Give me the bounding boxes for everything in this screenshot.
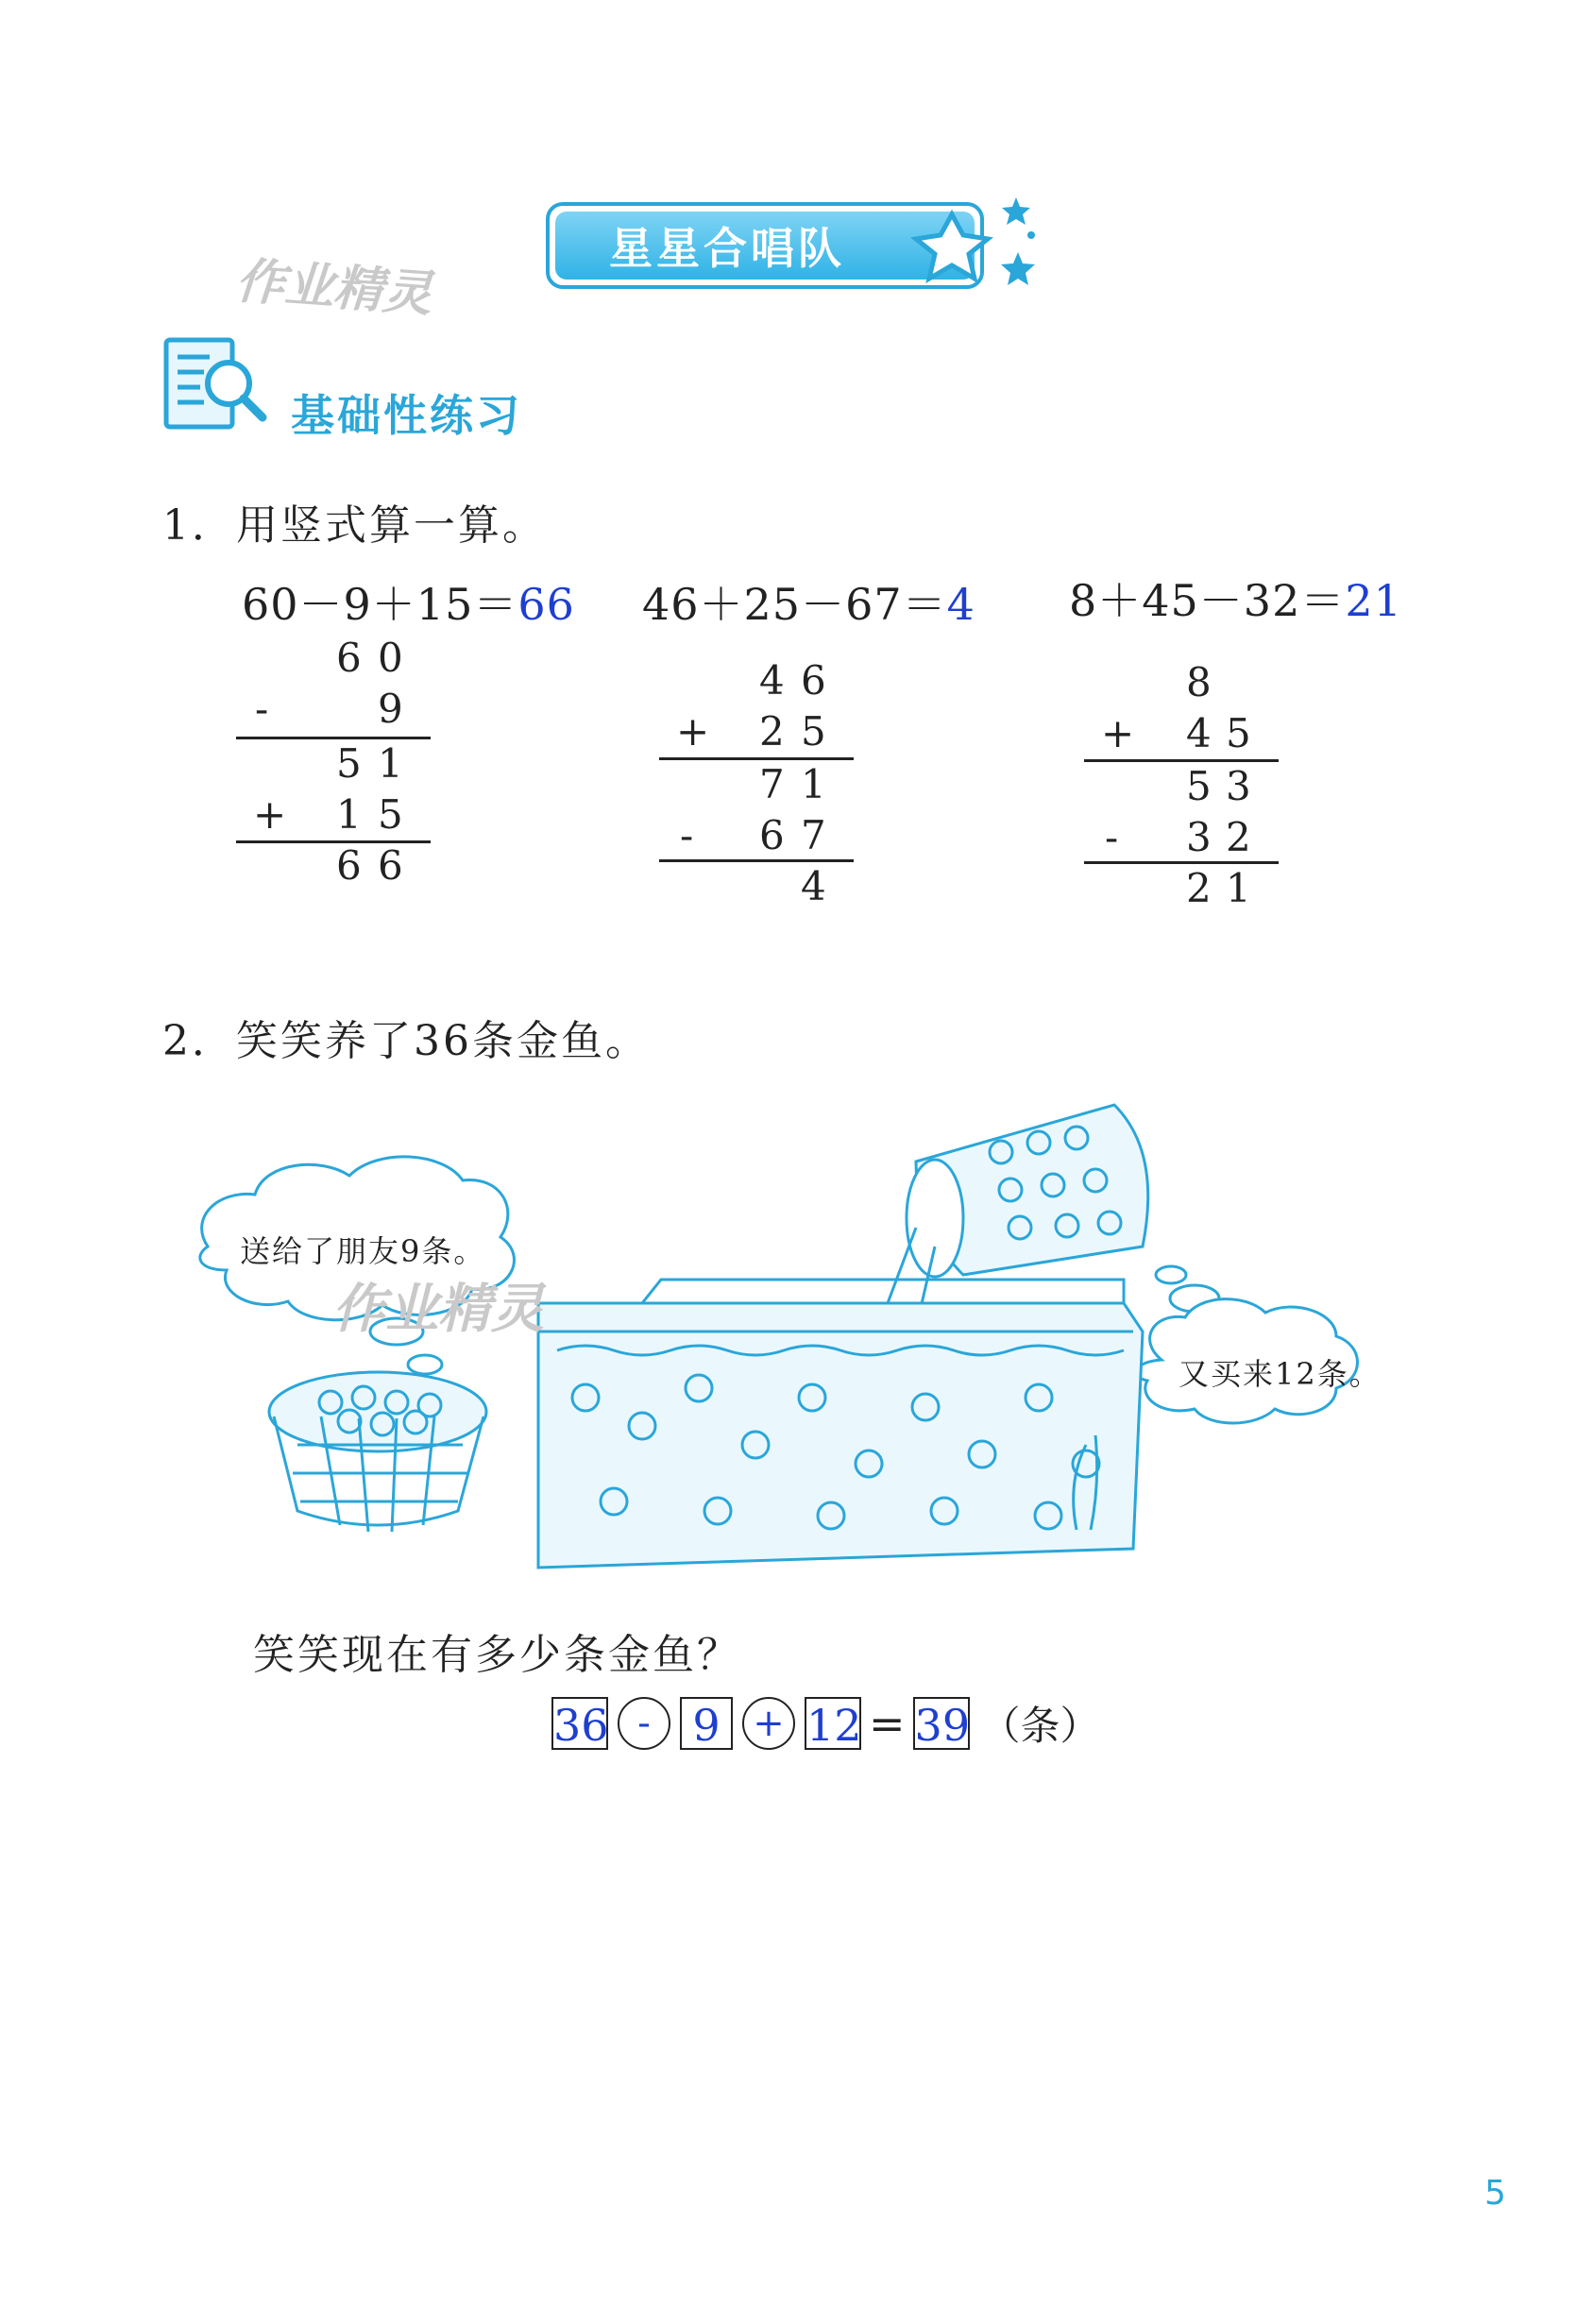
vcalc-digit: 6 xyxy=(378,842,403,889)
answer-box-a: 36 xyxy=(551,1697,608,1750)
vcalc-digit: 1 xyxy=(801,761,826,807)
question-2-prompt: 笑笑现在有多少条金鱼？ xyxy=(253,1631,741,1679)
search-document-icon xyxy=(162,336,274,434)
stars-icon xyxy=(907,194,1039,297)
answer-box-b: 9 xyxy=(680,1697,733,1750)
fish-jar xyxy=(907,1105,1148,1277)
answer-unit: （条） xyxy=(980,1703,1100,1749)
vcalc-digit: 4 xyxy=(801,863,826,909)
vcalc-digit: 1 xyxy=(336,791,362,838)
vcalc-digit: 5 xyxy=(1186,763,1212,809)
equals-sign: = xyxy=(869,1698,906,1749)
vcalc-operator: - xyxy=(680,812,694,858)
vcalc-digit: 7 xyxy=(801,812,826,858)
vcalc-operator: + xyxy=(676,708,710,755)
vcalc-digit: 4 xyxy=(1186,710,1212,756)
vcalc-digit: 1 xyxy=(378,740,403,787)
vcalc-digit: 6 xyxy=(336,842,362,889)
thought-bubble-right xyxy=(1136,1266,1358,1423)
answer-circle-op2: + xyxy=(742,1697,795,1750)
section-title: 基础性练习 xyxy=(291,390,522,441)
bubble-right-text: 又买来12条。 xyxy=(1179,1356,1382,1392)
equation-2 xyxy=(642,570,975,633)
equation-1-expr: 60－9＋15＝ xyxy=(242,579,518,630)
vcalc-digit: 5 xyxy=(801,708,826,755)
equation-3 xyxy=(1069,567,1402,629)
vcalc-operator: - xyxy=(255,686,269,732)
answer-equation xyxy=(548,1690,1100,1756)
vcalc-operator: + xyxy=(253,791,287,838)
vcalc-rule xyxy=(659,757,854,760)
vcalc-digit: 5 xyxy=(378,791,403,838)
vcalc-digit: 0 xyxy=(378,635,403,681)
vcalc-rule xyxy=(236,737,431,739)
vertical-calc-3 xyxy=(1084,659,1282,914)
vcalc-digit: 9 xyxy=(378,686,403,732)
watermark-top: 作业精灵 xyxy=(233,252,434,324)
answer-box-result: 39 xyxy=(913,1697,970,1750)
page-number: 5 xyxy=(1484,2174,1506,2213)
equation-3-answer: 21 xyxy=(1345,575,1402,626)
vcalc-digit: 5 xyxy=(1226,710,1251,756)
vcalc-rule xyxy=(659,859,854,862)
page-title: 星星合唱队 xyxy=(555,212,975,280)
equation-1 xyxy=(242,570,575,633)
answer-circle-op1: - xyxy=(618,1697,670,1750)
vcalc-digit: 5 xyxy=(336,740,362,787)
vcalc-digit: 1 xyxy=(1226,865,1251,911)
vcalc-digit: 6 xyxy=(336,635,362,681)
vertical-calc-1 xyxy=(236,635,434,890)
vcalc-operator: - xyxy=(1105,814,1119,860)
answer-box-c: 12 xyxy=(805,1697,861,1750)
vcalc-digit: 3 xyxy=(1186,814,1212,860)
vertical-calc-2 xyxy=(659,657,857,912)
vcalc-digit: 7 xyxy=(759,761,785,807)
equation-1-answer: 66 xyxy=(517,579,575,630)
question-2-label: 2．笑笑养了36条金鱼。 xyxy=(162,1017,650,1065)
equation-2-answer: 4 xyxy=(946,579,975,630)
vcalc-digit: 2 xyxy=(1226,814,1251,860)
vcalc-digit: 4 xyxy=(759,657,785,704)
vcalc-digit: 2 xyxy=(1186,865,1212,911)
bubble-left-text: 送给了朋友9条。 xyxy=(240,1233,486,1269)
vcalc-operator: + xyxy=(1101,710,1135,756)
equation-3-expr: 8＋45－32＝ xyxy=(1069,575,1346,626)
aquarium xyxy=(538,1280,1143,1568)
fish-basket xyxy=(269,1372,486,1532)
watermark-figure: 作业精灵 xyxy=(332,1279,544,1340)
question-1-label: 1．用竖式算一算。 xyxy=(162,501,547,550)
equation-2-expr: 46＋25－67＝ xyxy=(642,579,947,630)
vcalc-digit: 8 xyxy=(1186,659,1212,705)
vcalc-rule xyxy=(1084,759,1279,762)
vcalc-digit: 2 xyxy=(759,708,785,755)
vcalc-digit: 6 xyxy=(801,657,826,704)
vcalc-rule xyxy=(1084,861,1279,864)
vcalc-digit: 3 xyxy=(1226,763,1251,809)
vcalc-digit: 6 xyxy=(759,812,785,858)
